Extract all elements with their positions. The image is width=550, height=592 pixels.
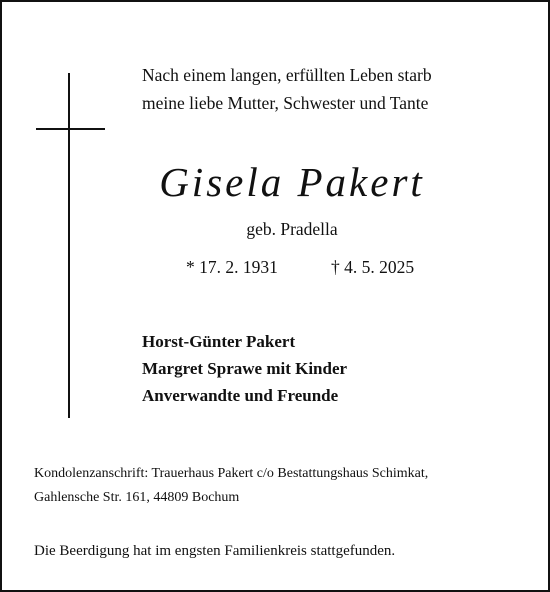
intro-text: [142, 61, 482, 117]
condolence-line-2: Gahlensche Str. 161, 44809 Bochum: [34, 490, 240, 505]
cross-icon: [68, 73, 70, 418]
mourner-item: Horst-Günter Pakert: [142, 332, 296, 351]
intro-line-1: Nach einem langen, erfüllten Leben starb: [142, 65, 432, 85]
life-dates: [186, 255, 446, 279]
maiden-name: geb. Pradella: [246, 219, 338, 239]
condolence-address: [34, 462, 534, 510]
intro-line-2: meine liebe Mutter, Schwester und Tante: [142, 93, 429, 113]
cross-icon-crossbar: [36, 128, 105, 130]
birth-date: * 17. 2. 1931: [186, 257, 278, 277]
deceased-name: Gisela Pakert: [159, 159, 425, 205]
mourner-item: Anverwandte und Freunde: [142, 386, 339, 405]
mourners-list: [142, 328, 482, 409]
condolence-line-1: Kondolenzanschrift: Trauerhaus Pakert c/o Bestattungshaus Schimkat,: [34, 466, 429, 481]
mourner-item: Margret Sprawe mit Kinder: [142, 359, 348, 378]
death-date: † 4. 5. 2025: [331, 257, 415, 277]
funeral-note: Die Beerdigung hat im engsten Familienkreis stattgefunden.: [34, 543, 396, 559]
